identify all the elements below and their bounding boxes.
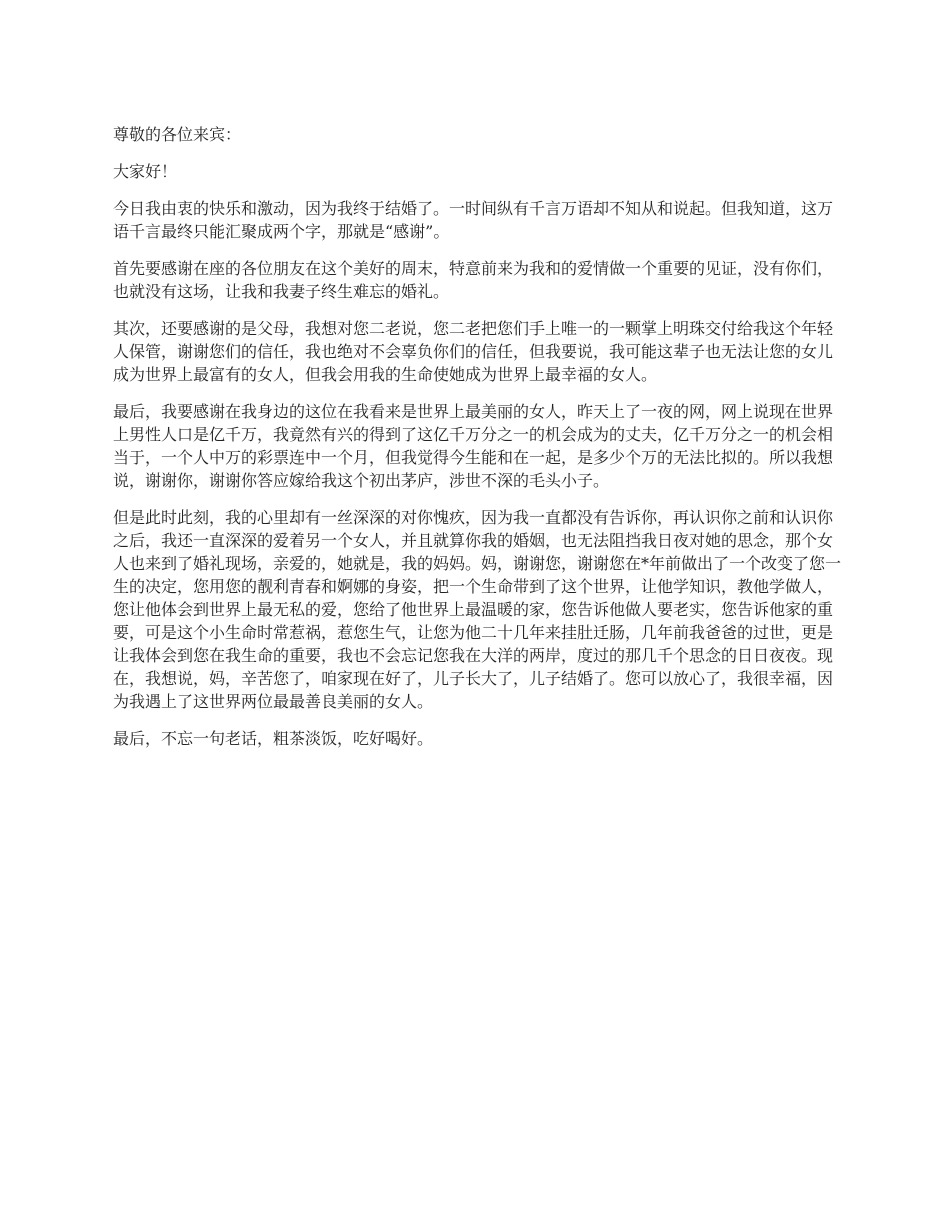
paragraph-thanks-parents: 其次，还要感谢的是父母，我想对您二老说，您二老把您们手上唯一的一颗掌上明珠交付给我这个年轻人保管，谢谢您们的信任，我也绝对不会辜负你们的信任，但我要说，我可能这辈子也无法让您的女儿成为世界上最富有的女人，但我会用我的生命使她成为世界上最幸福的女人。: [113, 319, 834, 384]
paragraph-opening: 今日我由衷的快乐和激动，因为我终于结婚了。一时间纵有千言万语却不知从和说起。但我知道，这万语千言最终只能汇聚成两个字，那就是“感谢”。: [113, 199, 834, 241]
document-body: [113, 123, 843, 764]
closing-line: 最后，不忘一句老话，粗茶淡饭，吃好喝好。: [113, 729, 434, 748]
paragraph-thanks-wife: 最后，我要感谢在我身边的这位在我看来是世界上最美丽的女人，昨天上了一夜的网，网上说现在世界上男性人口是亿千万，我竟然有兴的得到了这亿千万分之一的机会成为的丈夫，亿千万分之一的机会相当于，一个人中万的彩票连中一个月，但我觉得今生能和在一起，是多少个万的无法比拟的。所以我想说，谢谢你，谢谢你答应嫁给我这个初出茅庐，涉世不深的毛头小子。: [113, 402, 834, 490]
paragraph-thanks-mother: 但是此时此刻，我的心里却有一丝深深的对你愧疚，因为我一直都没有告诉你，再认识你之前和认识你之后，我还一直深深的爱着另一个女人，并且就算你我的婚姻，也无法阻挡我日夜对她的思念，那个女人也来到了婚礼现场，亲爱的，她就是，我的妈妈。妈，谢谢您，谢谢您在*年前做出了一个改变了您一生的决定，您用您的靓利青春和婀娜的身姿，把一个生命带到了这个世界，让他学知识，教他学做人，您让他体会到世界上最无私的爱，您给了他世界上最温暖的家，您告诉他做人要老实，您告诉他家的重要，可是这个小生命时常惹祸，惹您生气，让您为他二十几年来挂肚迁肠，几年前我爸爸的过世，更是让我体会到您在我生命的重要，我也不会忘记您我在大洋的两岸，度过的那几千个思念的日日夜夜。现在，我想说，妈，辛苦您了，咱家现在好了，儿子长大了，儿子结婚了。您可以放心了，我很幸福，因为我遇上了这世界两位最最善良美丽的女人。: [113, 508, 842, 711]
greeting-line: 尊敬的各位来宾：: [113, 125, 242, 144]
paragraph-thanks-friends: 首先要感谢在座的各位朋友在这个美好的周末，特意前来为我和的爱情做一个重要的见证，没有你们，也就没有这场，让我和我妻子终生难忘的婚礼。: [113, 259, 834, 301]
salutation-line: 大家好！: [113, 162, 178, 181]
